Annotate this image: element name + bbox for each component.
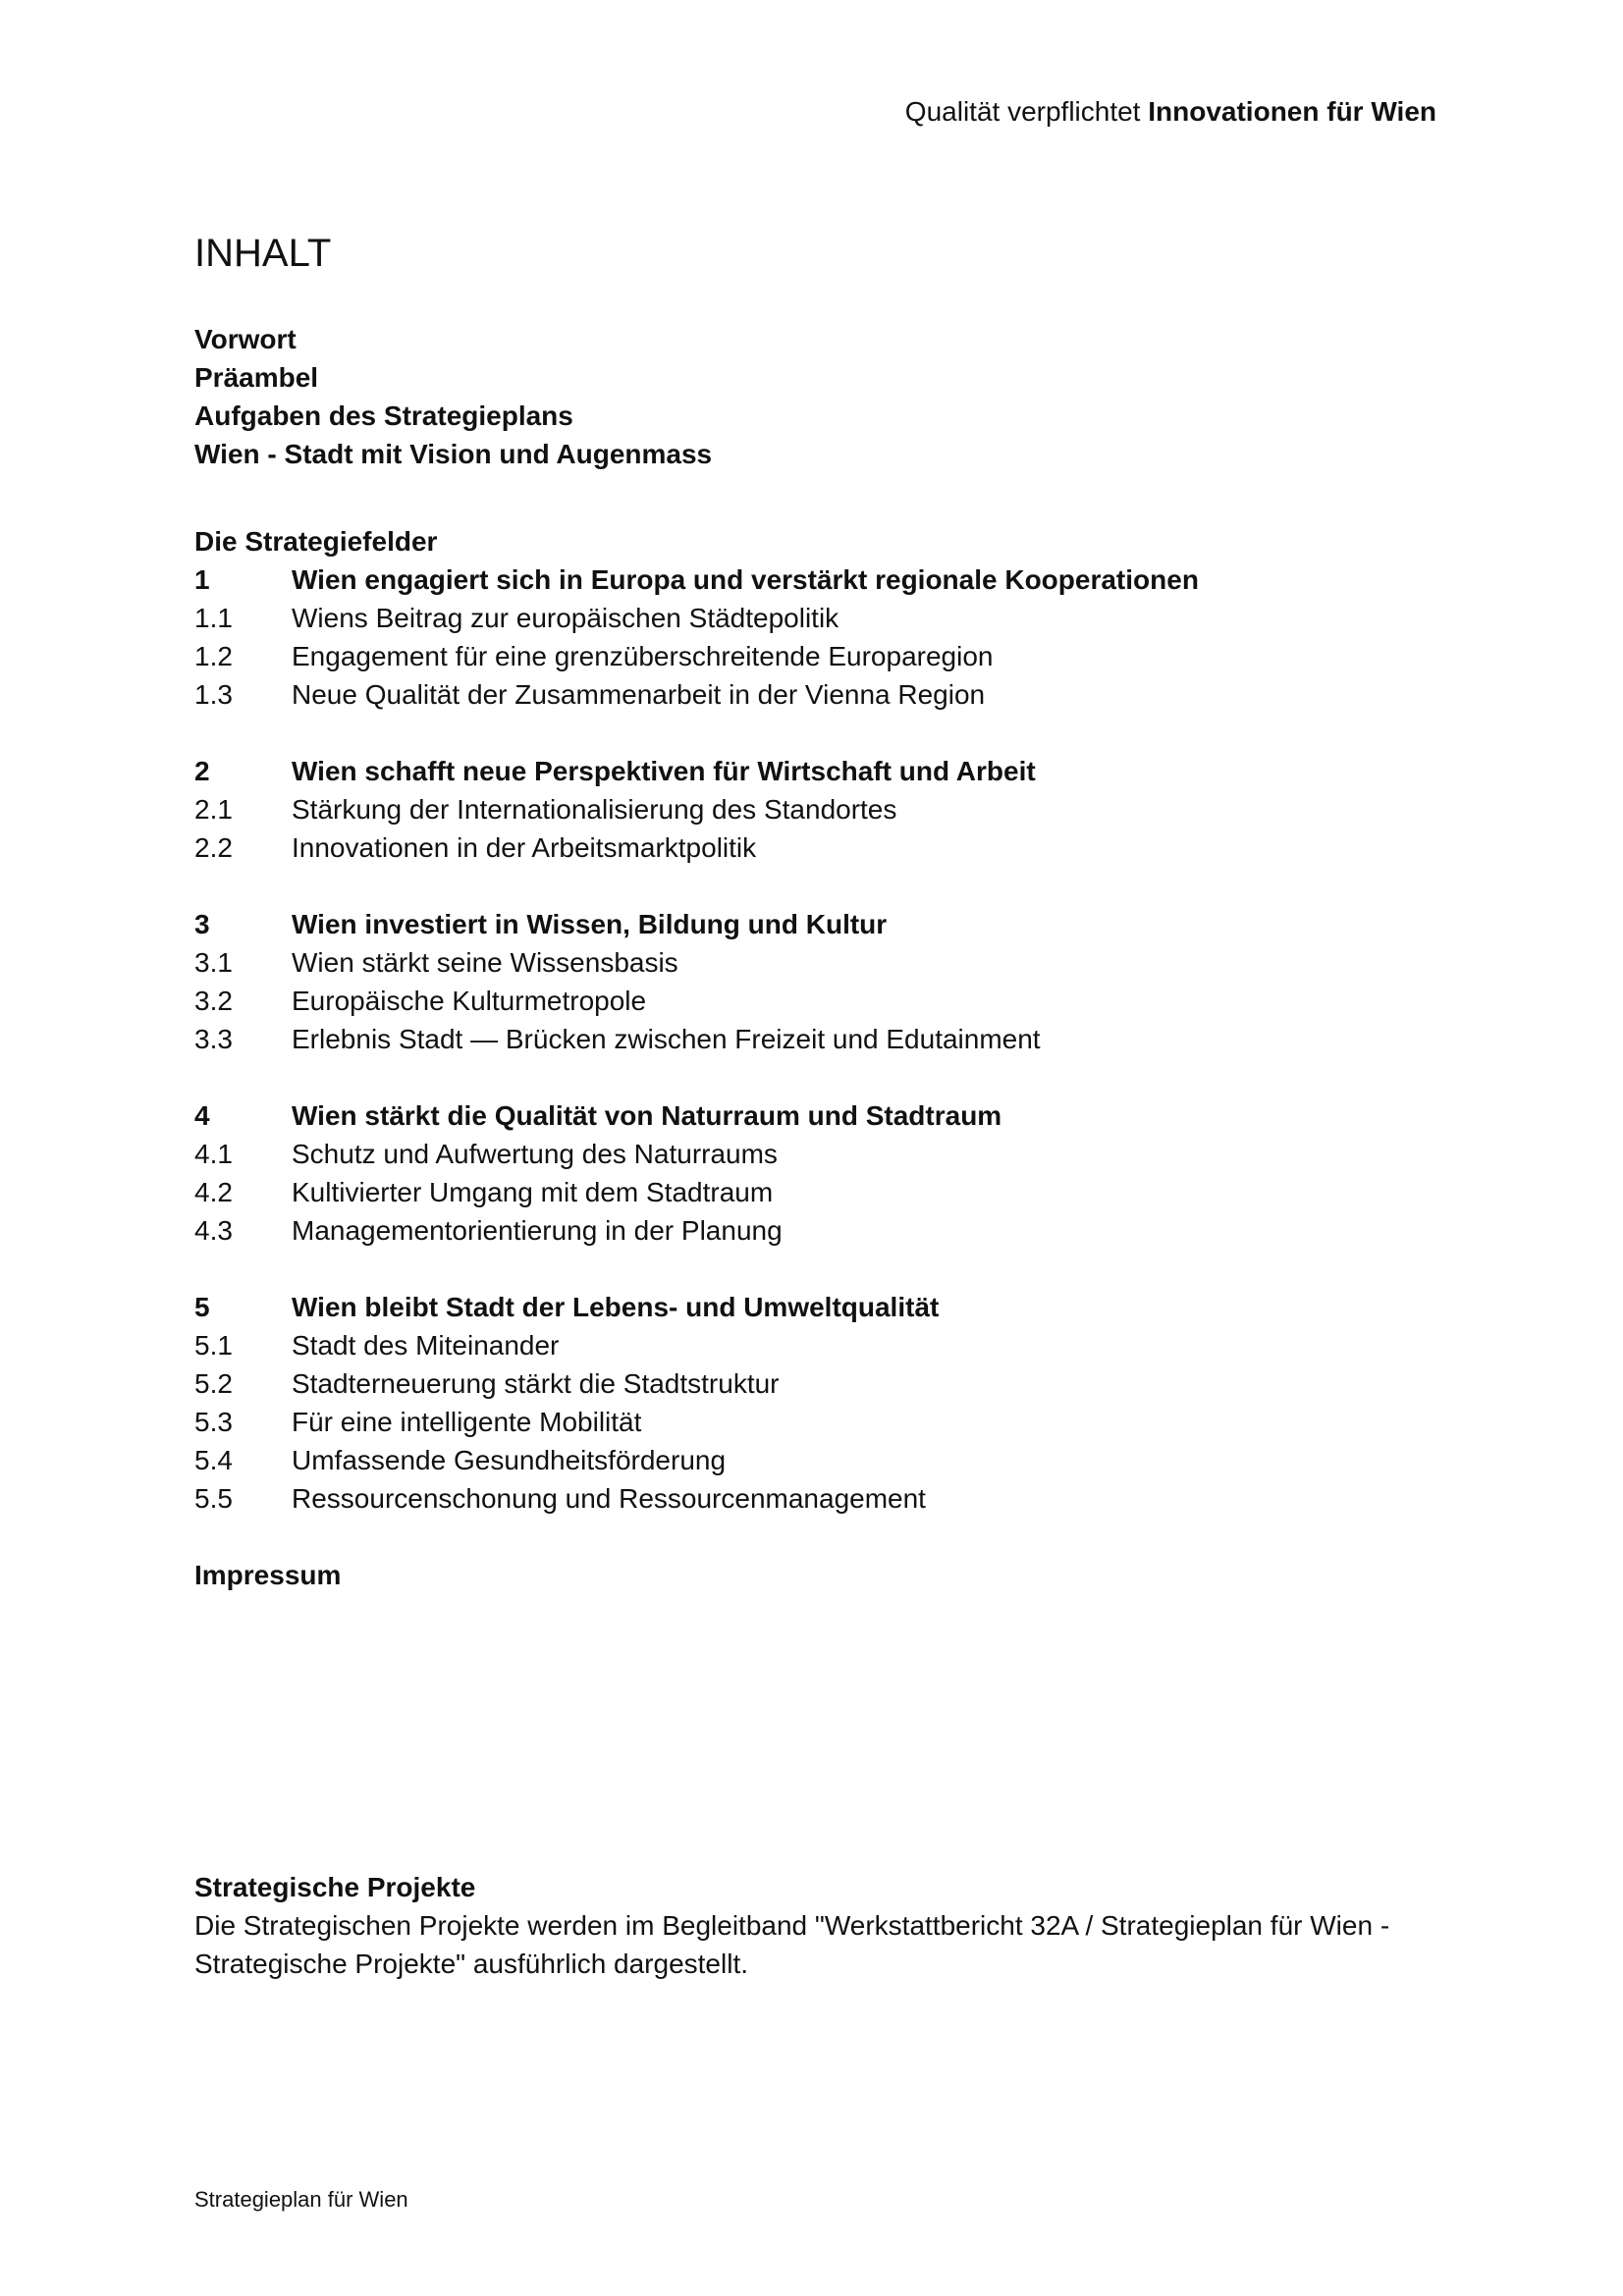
chapter-title: Wien stärkt die Qualität von Naturraum und Stadtraum <box>292 1100 1002 1131</box>
toc-item-2-1[interactable] <box>194 790 1432 828</box>
toc-chapter-1[interactable] <box>194 561 1432 599</box>
chapter-title: Wien schafft neue Perspektiven für Wirtschaft und Arbeit <box>292 756 1036 786</box>
toc-chapter-3[interactable] <box>194 905 1432 943</box>
item-number: 4.3 <box>194 1215 233 1246</box>
chapter-number: 5 <box>194 1292 210 1322</box>
item-title: Managementorientierung in der Planung <box>292 1215 783 1246</box>
toc-item-3-3[interactable] <box>194 1020 1432 1058</box>
toc-item-4-1[interactable] <box>194 1135 1432 1173</box>
chapter-title: Wien bleibt Stadt der Lebens- und Umweltqualität <box>292 1292 940 1322</box>
projects-text-line-1: Die Strategischen Projekte werden im Begleitband "Werkstattbericht 32A / Strategieplan für Wien - <box>194 1910 1390 1941</box>
item-number: 5.1 <box>194 1330 233 1361</box>
chapter-title: Wien investiert in Wissen, Bildung und Kultur <box>292 909 888 939</box>
toc-chapter-2[interactable] <box>194 752 1432 790</box>
toc-item-4-3[interactable] <box>194 1211 1432 1250</box>
item-number: 4.2 <box>194 1177 233 1207</box>
toc-impressum[interactable]: Impressum <box>194 1560 342 1590</box>
item-title: Wiens Beitrag zur europäischen Städtepolitik <box>292 603 839 633</box>
item-title: Stärkung der Internationalisierung des Standortes <box>292 794 897 825</box>
item-title: Europäische Kulturmetropole <box>292 986 647 1016</box>
item-number: 2.1 <box>194 794 233 825</box>
table-of-contents <box>194 320 1432 1594</box>
toc-chapter-4[interactable] <box>194 1096 1432 1135</box>
item-number: 3.1 <box>194 947 233 978</box>
section-heading-strategiefelder: Die Strategiefelder <box>194 526 438 557</box>
toc-item-1-1[interactable] <box>194 599 1432 637</box>
item-number: 1.3 <box>194 679 233 710</box>
toc-item-5-2[interactable] <box>194 1364 1432 1403</box>
strategic-projects-note <box>194 1868 1432 1983</box>
page-title: INHALT <box>194 232 332 275</box>
item-title: Stadterneuerung stärkt die Stadtstruktur <box>292 1368 780 1399</box>
header-highlight: Innovationen für Wien <box>1148 96 1436 127</box>
toc-item-4-2[interactable] <box>194 1173 1432 1211</box>
toc-item-3-1[interactable] <box>194 943 1432 982</box>
item-title: Ressourcenschonung und Ressourcenmanagement <box>292 1483 926 1514</box>
toc-item-3-2[interactable] <box>194 982 1432 1020</box>
toc-item-1-2[interactable] <box>194 637 1432 675</box>
toc-chapter-5[interactable] <box>194 1288 1432 1326</box>
chapter-number: 4 <box>194 1100 210 1131</box>
item-number: 1.1 <box>194 603 233 633</box>
item-title: Stadt des Miteinander <box>292 1330 560 1361</box>
chapter-number: 1 <box>194 564 210 595</box>
chapter-title: Wien engagiert sich in Europa und verstärkt regionale Kooperationen <box>292 564 1199 595</box>
projects-text-line-2: Strategische Projekte" ausführlich dargestellt. <box>194 1949 749 1979</box>
projects-heading: Strategische Projekte <box>194 1872 476 1902</box>
item-number: 5.2 <box>194 1368 233 1399</box>
item-title: Kultivierter Umgang mit dem Stadtraum <box>292 1177 774 1207</box>
toc-item-5-5[interactable] <box>194 1479 1432 1518</box>
item-title: Engagement für eine grenzüberschreitende Europaregion <box>292 641 994 671</box>
chapter-number: 3 <box>194 909 210 939</box>
toc-vorwort[interactable]: Vorwort <box>194 324 297 354</box>
item-number: 4.1 <box>194 1139 233 1169</box>
item-number: 5.3 <box>194 1407 233 1437</box>
toc-praeambel[interactable]: Präambel <box>194 362 319 393</box>
item-number: 3.2 <box>194 986 233 1016</box>
toc-aufgaben[interactable]: Aufgaben des Strategieplans <box>194 400 573 431</box>
chapter-number: 2 <box>194 756 210 786</box>
toc-item-1-3[interactable] <box>194 675 1432 714</box>
toc-item-5-4[interactable] <box>194 1441 1432 1479</box>
page-footer: Strategieplan für Wien <box>194 2187 408 2212</box>
item-number: 2.2 <box>194 832 233 863</box>
item-title: Erlebnis Stadt — Brücken zwischen Freizeit und Edutainment <box>292 1024 1041 1054</box>
item-title: Innovationen in der Arbeitsmarktpolitik <box>292 832 757 863</box>
toc-item-2-2[interactable] <box>194 828 1432 867</box>
item-title: Wien stärkt seine Wissensbasis <box>292 947 678 978</box>
header-prefix: Qualität verpflichtet <box>904 96 1141 127</box>
item-title: Neue Qualität der Zusammenarbeit in der Vienna Region <box>292 679 986 710</box>
item-number: 5.5 <box>194 1483 233 1514</box>
toc-wien-vision[interactable]: Wien - Stadt mit Vision und Augenmass <box>194 439 713 469</box>
toc-item-5-3[interactable] <box>194 1403 1432 1441</box>
page-header <box>905 96 1436 128</box>
item-title: Schutz und Aufwertung des Naturraums <box>292 1139 778 1169</box>
item-number: 3.3 <box>194 1024 233 1054</box>
item-number: 1.2 <box>194 641 233 671</box>
toc-item-5-1[interactable] <box>194 1326 1432 1364</box>
item-number: 5.4 <box>194 1445 233 1475</box>
item-title: Für eine intelligente Mobilität <box>292 1407 642 1437</box>
item-title: Umfassende Gesundheitsförderung <box>292 1445 727 1475</box>
